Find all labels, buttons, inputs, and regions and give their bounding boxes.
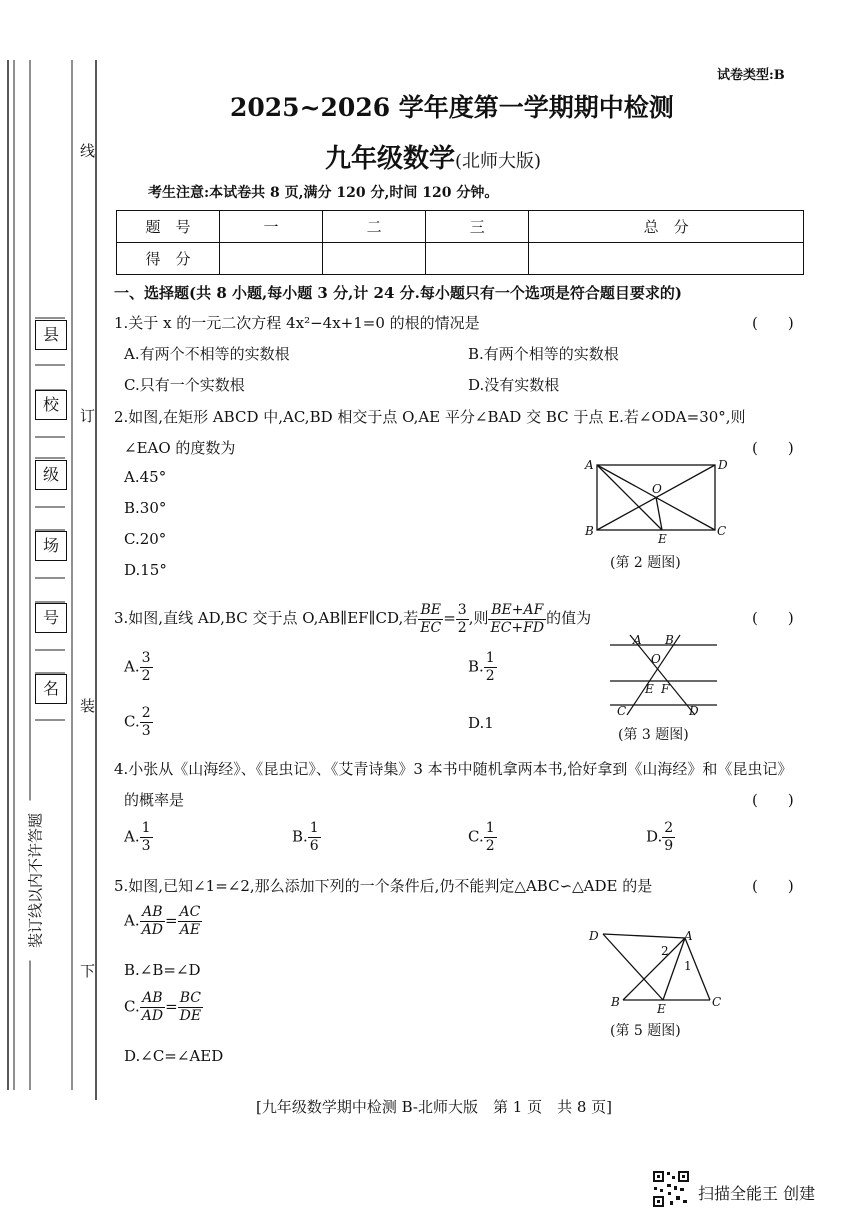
q4-option-b: B. $\frac{1}{6}$ — [292, 820, 319, 854]
binding-label-county: 县 — [35, 320, 67, 350]
edition: (北师大版) — [455, 151, 542, 172]
q5-stem: 5.如图,已知∠1=∠2,那么添加下列的一个条件后,仍不能判定△ABC∽△ADE 的是 — [114, 877, 653, 895]
score-header-3: 三 — [426, 211, 529, 243]
scanner-watermark: 扫描全能王 创建 — [698, 1184, 816, 1203]
score-header-total: 总 分 — [529, 211, 804, 243]
binding-label-grade: 级 — [35, 460, 67, 490]
q4-stem-1: 4.小张从《山海经》、《昆虫记》、《艾青诗集》3 本书中随机拿两本书,恰好拿到《山海经》和《昆虫记》 — [114, 760, 793, 778]
paper-type: 试卷类型:B — [717, 68, 785, 83]
score-header-label: 题 号 — [117, 211, 220, 243]
q3-figure-parallel-lines — [605, 633, 725, 721]
q5-option-d: D.∠C=∠AED — [124, 1047, 224, 1065]
q2-option-a: A.45° — [124, 468, 167, 486]
q3-stem-c: 的值为 — [546, 609, 592, 627]
subtitle: 九年级数学 — [325, 144, 456, 174]
q5-option-c: C. $\frac{AB}{AD}$ = $\frac{BC}{DE}$ — [124, 990, 202, 1024]
q3-figure-caption: (第 3 题图) — [618, 727, 689, 743]
binding-label-school: 校 — [35, 390, 67, 420]
q3-eq: = — [443, 609, 456, 627]
q3-point-f: F — [661, 682, 670, 696]
q5-option-a: A. $\frac{AB}{AD}$ = $\frac{AC}{AE}$ — [124, 904, 201, 938]
score-header-1: 一 — [220, 211, 323, 243]
q3-point-o: O — [651, 652, 661, 666]
q5-point-d: D — [589, 929, 599, 943]
q2-figure-caption: (第 2 题图) — [610, 555, 681, 571]
q1-stem: 1.关于 x 的一元二次方程 4x²−4x+1=0 的根的情况是 — [114, 314, 480, 332]
binding-label-room: 场 — [35, 531, 67, 561]
binding-mark-below: 下 — [80, 962, 96, 980]
q3-stem-a: 3.如图,直线 AD,BC 交于点 O,AB∥EF∥CD,若 — [114, 609, 419, 627]
q3-point-c: C — [617, 704, 627, 718]
qr-code-icon — [652, 1170, 690, 1208]
score-table — [116, 210, 804, 275]
q2-option-b: B.30° — [124, 499, 167, 517]
q5-angle-1: 1 — [684, 959, 692, 973]
q3-stem-b: ,则 — [468, 609, 489, 627]
section-heading: 一、选择题(共 8 小题,每小题 3 分,计 24 分.每小题只有一个选项是符合题目要求的) — [114, 284, 682, 302]
q5-answer-paren: ( ) — [752, 877, 794, 895]
q2-point-c: C — [717, 524, 727, 538]
q1-answer-paren: ( ) — [752, 314, 794, 332]
q4-stem-2: 的概率是 — [124, 791, 185, 809]
q4-option-d: D. $\frac{2}{9}$ — [646, 820, 674, 854]
q3-option-b: B. $\frac{1}{2}$ — [468, 650, 495, 684]
q2-stem-2: ∠EAO 的度数为 — [124, 439, 236, 457]
q2-point-b: B — [585, 524, 594, 538]
score-header-2: 二 — [323, 211, 426, 243]
q5-figure-caption: (第 5 题图) — [610, 1023, 681, 1039]
q3-frac-3-2: $\frac{3}{2}$ — [457, 601, 467, 636]
q2-point-a: A — [585, 458, 594, 472]
q3-point-b: B — [665, 633, 674, 647]
q2-point-o: O — [652, 482, 662, 496]
q1-option-a: A.有两个不相等的实数根 — [124, 345, 290, 363]
binding-mark-line: 线 — [80, 142, 96, 160]
q3-stem — [114, 600, 591, 637]
q2-point-d: D — [718, 458, 728, 472]
score-cell-3 — [426, 243, 529, 275]
score-cell-2 — [323, 243, 426, 275]
q3-answer-paren: ( ) — [752, 609, 794, 627]
q5-point-b: B — [611, 995, 620, 1009]
page-footer: [九年级数学期中检测 B-北师大版 第 1 页 共 8 页] — [256, 1098, 613, 1116]
q3-frac-be-ec: $\frac{BE}{EC}$ — [420, 601, 442, 636]
score-cell-total — [529, 243, 804, 275]
score-row-label: 得 分 — [117, 243, 220, 275]
q3-point-a: A — [633, 633, 642, 647]
q5-point-a: A — [684, 929, 693, 943]
q4-option-a: A. $\frac{1}{3}$ — [124, 820, 151, 854]
q5-angle-2: 2 — [661, 944, 669, 958]
page-title: 2025~2026 学年度第一学期期中检测 — [230, 93, 674, 122]
q1-option-b: B.有两个相等的实数根 — [468, 345, 619, 363]
binding-label-name: 名 — [35, 674, 67, 704]
binding-mark-order: 订 — [80, 407, 96, 425]
score-cell-1 — [220, 243, 323, 275]
notice: 考生注意:本试卷共 8 页,满分 120 分,时间 120 分钟。 — [148, 185, 499, 201]
q2-answer-paren: ( ) — [752, 439, 794, 457]
q2-figure-rectangle — [580, 455, 730, 550]
binding-warning: 装订线以内不许答题 — [25, 801, 46, 961]
binding-mark-pack: 装 — [80, 697, 96, 715]
q4-option-c: C. $\frac{1}{2}$ — [468, 820, 495, 854]
q2-option-c: C.20° — [124, 530, 167, 548]
q2-point-e: E — [658, 532, 667, 546]
q1-option-d: D.没有实数根 — [468, 376, 560, 394]
q3-option-a: A. $\frac{3}{2}$ — [124, 650, 151, 684]
binding-label-number: 号 — [35, 603, 67, 633]
q2-stem-1: 2.如图,在矩形 ABCD 中,AC,BD 相交于点 O,AE 平分∠BAD 交 BC 于点 E.若∠ODA=30°,则 — [114, 408, 746, 426]
q2-option-d: D.15° — [124, 561, 167, 579]
q3-frac-sum: $\frac{BE+AF}{EC+FD}$ — [490, 601, 545, 636]
q1-option-c: C.只有一个实数根 — [124, 376, 245, 394]
q3-option-c: C. $\frac{2}{3}$ — [124, 705, 151, 739]
q5-point-e: E — [657, 1002, 666, 1016]
q3-option-d: D.1 — [468, 714, 494, 732]
q5-point-c: C — [712, 995, 722, 1009]
subtitle-line — [325, 138, 541, 175]
q3-point-e: E — [645, 682, 654, 696]
q5-figure-triangles — [585, 922, 730, 1017]
q3-point-d: D — [689, 704, 699, 718]
q5-option-b: B.∠B=∠D — [124, 961, 201, 979]
q4-answer-paren: ( ) — [752, 791, 794, 809]
